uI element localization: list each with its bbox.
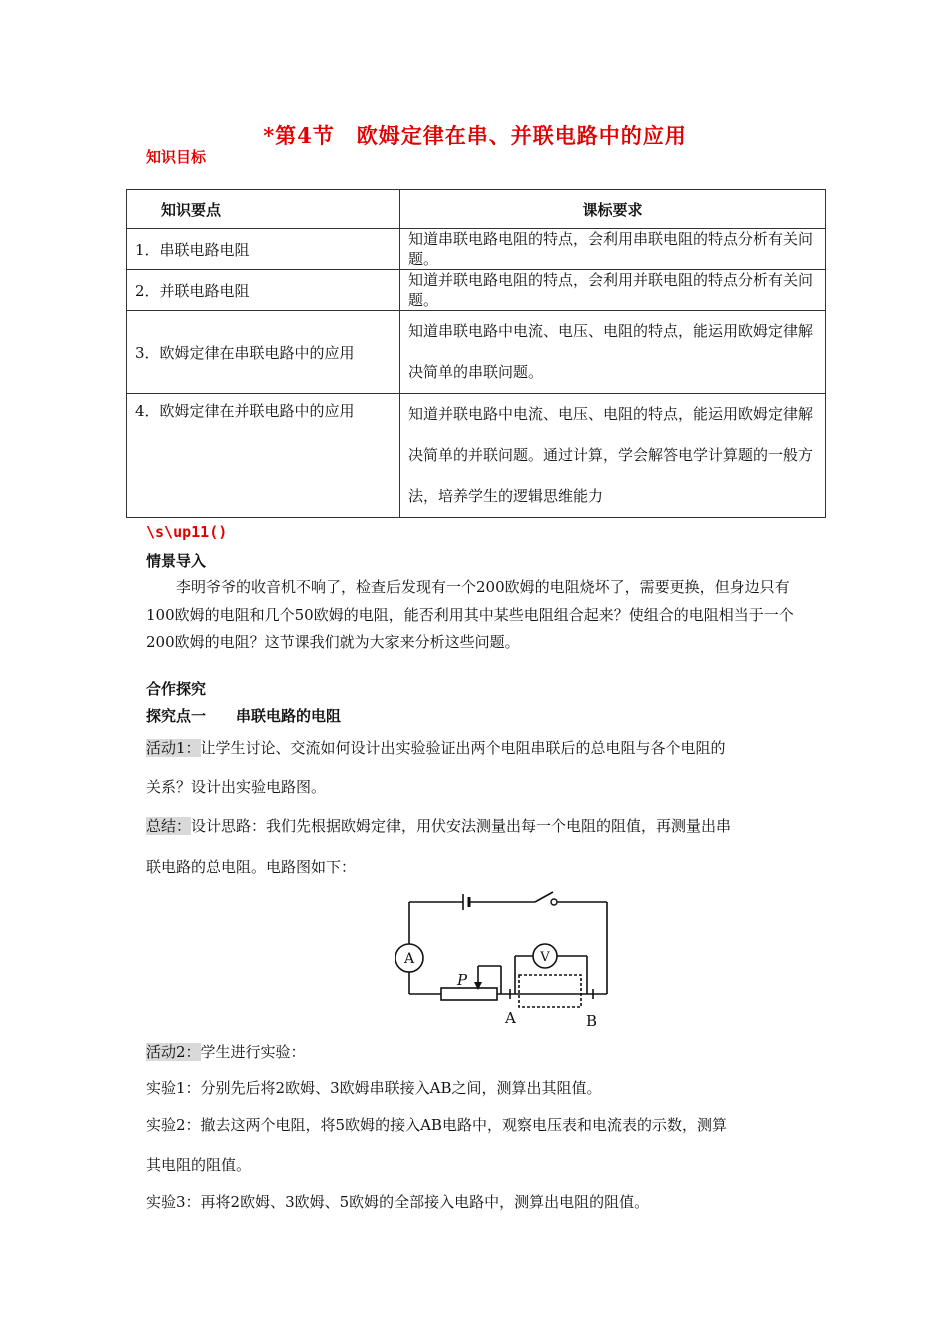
table-cell-requirement: 知道串联电路电阻的特点，会利用串联电阻的特点分析有关问题。	[400, 229, 826, 270]
experiment2-line2: 其电阻的阻值。	[146, 1156, 252, 1174]
slider-label: P	[457, 971, 468, 989]
summary-line2: 联电路的总电阻。电路图如下：	[146, 858, 357, 876]
point-b-label: B	[586, 1012, 598, 1030]
point-a-label: A	[505, 1009, 516, 1027]
unknown-resistor-box	[519, 975, 581, 1007]
activity1-line1	[146, 737, 726, 758]
experiment3: 实验3：再将2欧姆、3欧姆、5欧姆的全部接入电路中，测算出电阻的阻值。	[146, 1193, 650, 1211]
table-cell-requirement: 知道并联电路电阻的特点，会利用并联电阻的特点分析有关问题。	[400, 270, 826, 311]
section-goals-heading: 知识目标	[146, 148, 207, 166]
intro-heading: 情景导入	[146, 552, 207, 570]
activity2-line	[146, 1041, 306, 1062]
circuit-diagram	[395, 886, 625, 1031]
activity1-line2: 关系？设计出实验电路图。	[146, 778, 327, 796]
field-code: \s\up11()	[146, 523, 228, 541]
intro-paragraph: 李明爷爷的收音机不响了，检查后发现有一个200欧姆的电阻烧坏了，需要更换，但身边只有100欧姆的电阻和几个50欧姆的电阻，能否利用其中某些电阻组合起来？使组合的电阻相当于一个200欧姆的电阻？这节课我们就为大家来分析这些问题。	[146, 578, 794, 651]
table-row	[127, 229, 826, 270]
voltmeter-label: V	[540, 950, 550, 965]
experiment1: 实验1：分别先后将2欧姆、3欧姆串联接入AB之间，测算出其阻值。	[146, 1079, 602, 1097]
summary-text: 设计思路：我们先根据欧姆定律，用伏安法测量出每一个电阻的阻值，再测量出串	[191, 817, 732, 835]
table-row	[127, 394, 826, 518]
knowledge-goals-table	[126, 189, 826, 518]
rheostat-body	[441, 988, 497, 1000]
coop-heading: 合作探究	[146, 680, 207, 698]
table-row	[127, 270, 826, 311]
summary-label: 总结：	[146, 817, 192, 835]
table-cell-requirement: 知道串联电路中电流、电压、电阻的特点，能运用欧姆定律解决简单的串联问题。	[400, 311, 826, 394]
ammeter-label: A	[403, 951, 415, 967]
switch-lever	[535, 892, 553, 902]
table-header-requirement: 课标要求	[400, 190, 826, 229]
table-cell-point: 1．串联电路电阻	[127, 229, 400, 270]
activity1-label: 活动1：	[146, 739, 201, 757]
explore-point-heading: 探究点一 串联电路的电阻	[146, 707, 342, 725]
table-row	[127, 311, 826, 394]
table-cell-point: 2．并联电路电阻	[127, 270, 400, 311]
activity1-text: 让学生讨论、交流如何设计出实验验证出两个电阻串联后的总电阻与各个电阻的	[200, 739, 726, 757]
summary-line1	[146, 815, 731, 836]
page-title: *第4节 欧姆定律在串、并联电路中的应用	[263, 123, 687, 148]
table-cell-point: 4．欧姆定律在并联电路中的应用	[127, 394, 400, 518]
table-header-point: 知识要点	[127, 190, 400, 229]
activity2-label: 活动2：	[146, 1043, 201, 1061]
activity2-text: 学生进行实验：	[200, 1043, 306, 1061]
table-cell-point: 3．欧姆定律在串联电路中的应用	[127, 311, 400, 394]
table-header-row	[127, 190, 826, 229]
switch-contact	[551, 899, 557, 905]
table-cell-requirement: 知道并联电路中电流、电压、电阻的特点，能运用欧姆定律解决简单的并联问题。通过计算，学会解答电学计算题的一般方法，培养学生的逻辑思维能力	[400, 394, 826, 518]
experiment2-line1: 实验2：撤去这两个电阻，将5欧姆的接入AB电路中，观察电压表和电流表的示数，测算	[146, 1116, 727, 1134]
